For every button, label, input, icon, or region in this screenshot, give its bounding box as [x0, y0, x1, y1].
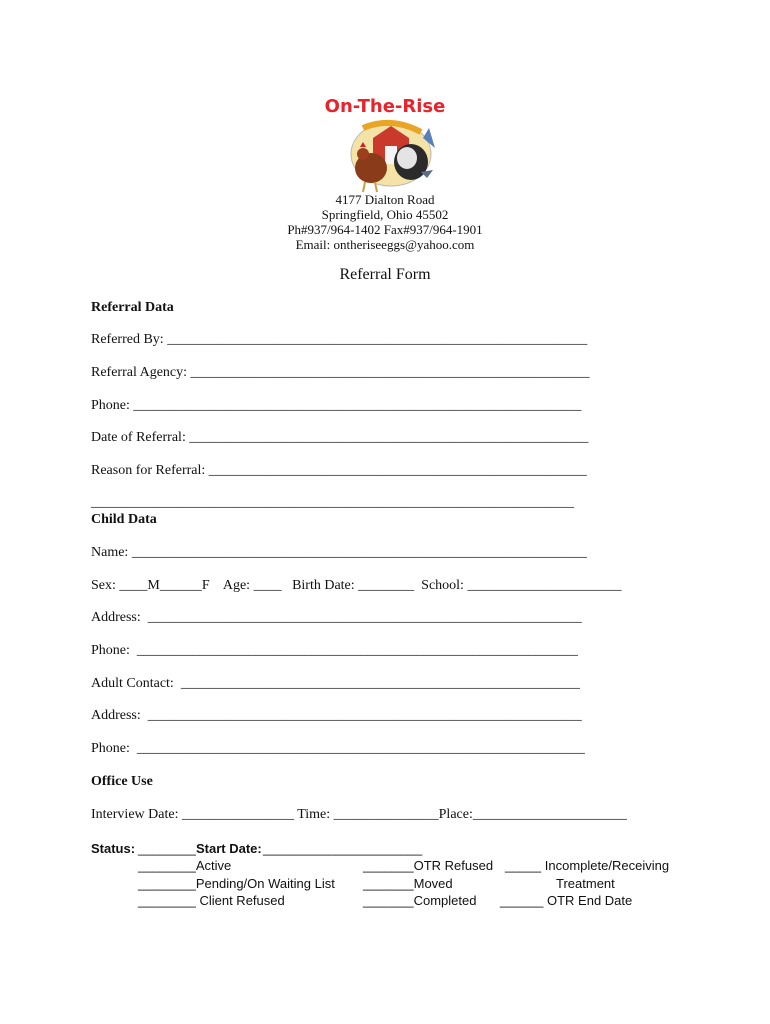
- status-label: Status:: [91, 841, 136, 856]
- referral-data-heading: Referral Data: [91, 300, 174, 315]
- adult-address-field[interactable]: Address: ______________________________________________________________: [91, 708, 582, 723]
- status-option-otr-refused[interactable]: _______OTR Refused: [363, 858, 494, 873]
- status-option-client-refused[interactable]: ________ Client Refused: [138, 893, 285, 908]
- email-line: Email: ontheriseeggs@yahoo.com: [295, 237, 475, 252]
- brand-title: On-The-Rise: [324, 96, 446, 117]
- interview-date-time-place-line[interactable]: Interview Date: ________________ Time: _______________Place:______________________: [91, 807, 627, 822]
- child-data-heading: Child Data: [91, 512, 157, 527]
- status-option-active[interactable]: ________Active: [138, 858, 232, 873]
- address-line-1: 4177 Dialton Road: [335, 192, 435, 207]
- start-date-label: Start Date:: [196, 841, 262, 856]
- status-option-incomplete-cont: Treatment: [556, 876, 615, 891]
- child-phone-field[interactable]: Phone: _______________________________________________________________: [91, 643, 578, 658]
- child-name-field[interactable]: Name: _________________________________________________________________: [91, 545, 587, 560]
- farm-logo: [343, 118, 437, 194]
- office-use-heading: Office Use: [91, 774, 153, 789]
- otr-end-date-field[interactable]: ______ OTR End Date: [500, 893, 633, 908]
- referral-agency-field[interactable]: Referral Agency: _________________________________________________________: [91, 365, 590, 380]
- referred-by-field[interactable]: Referred By: ____________________________________________________________: [91, 332, 588, 347]
- reason-continuation-line[interactable]: _____________________________________________________________________: [91, 495, 574, 510]
- status-option-incomplete[interactable]: _____ Incomplete/Receiving: [505, 858, 670, 873]
- adult-phone-field[interactable]: Phone: ________________________________________________________________: [91, 741, 585, 756]
- address-line-2: Springfield, Ohio 45502: [321, 207, 449, 222]
- date-of-referral-field[interactable]: Date of Referral: _________________________________________________________: [91, 430, 589, 445]
- status-option-completed[interactable]: _______Completed: [363, 893, 477, 908]
- adult-contact-field[interactable]: Adult Contact: _________________________________________________________: [91, 676, 580, 691]
- sex-age-birth-school-line[interactable]: Sex: ____M______F Age: ____ Birth Date: ________ School: ______________________: [91, 578, 622, 593]
- status-option-moved[interactable]: _______Moved: [363, 876, 453, 891]
- phone-fax-line: Ph#937/964-1402 Fax#937/964-1901: [287, 222, 483, 237]
- reason-for-referral-field[interactable]: Reason for Referral: ______________________________________________________: [91, 463, 587, 478]
- status-option-pending[interactable]: ________Pending/On Waiting List: [138, 876, 335, 891]
- child-address-field[interactable]: Address: ______________________________________________________________: [91, 610, 582, 625]
- referral-phone-field[interactable]: Phone: ________________________________________________________________: [91, 398, 582, 413]
- start-date-blank[interactable]: ______________________: [263, 841, 423, 856]
- status-blank[interactable]: ________: [138, 841, 196, 856]
- farm-logo-graphic: [343, 118, 437, 194]
- form-title: Referral Form: [339, 266, 431, 283]
